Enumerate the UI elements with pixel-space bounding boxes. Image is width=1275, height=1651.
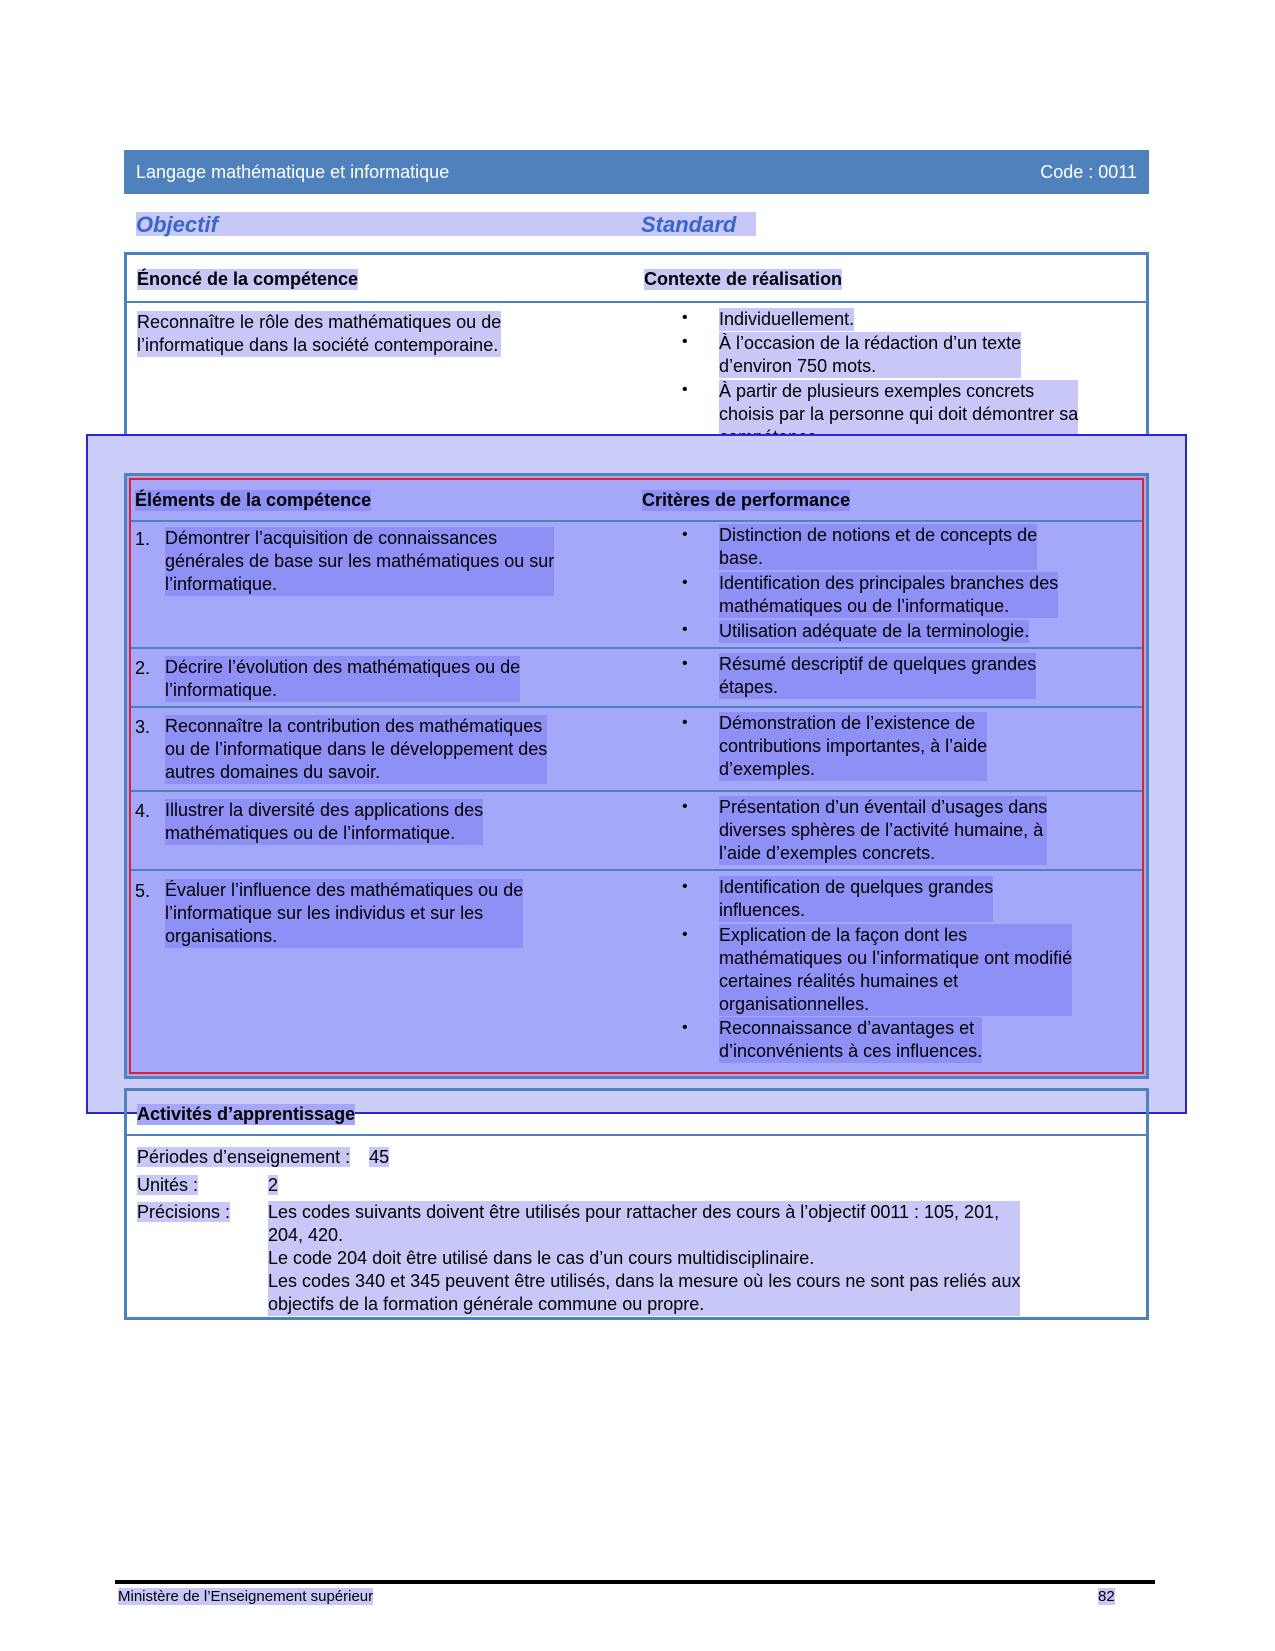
- element-number: 5.: [135, 881, 151, 901]
- bullet: •: [682, 655, 688, 672]
- objectif-standard-row: [136, 212, 756, 236]
- element-line: Reconnaître la contribution des mathématiques: [165, 715, 547, 738]
- periodes-value: 45: [369, 1147, 390, 1167]
- element-number: 2.: [135, 658, 151, 678]
- critere-item: [719, 653, 1036, 699]
- critere-line: certaines réalités humaines et: [719, 970, 1072, 993]
- critere-line: l’aide d’exemples concrets.: [719, 842, 1047, 865]
- periodes-row: [137, 1146, 389, 1169]
- element-line: Évaluer l’influence des mathématiques ou de: [165, 880, 524, 900]
- contexte-item: [719, 308, 854, 331]
- contexte-line: À partir de plusieurs exemples concrets: [719, 380, 1078, 403]
- footer-ministry: Ministère de l’Enseignement supérieur: [118, 1588, 374, 1605]
- critere-line: contributions importantes, à l’aide: [719, 736, 988, 756]
- bullet: •: [682, 526, 688, 543]
- periodes-label: Périodes d’enseignement :: [137, 1147, 351, 1167]
- unites-label: Unités :: [137, 1175, 199, 1195]
- unites-value-wrap: [268, 1174, 278, 1197]
- activites-box-header: [127, 1091, 1146, 1136]
- precisions-text: [268, 1201, 1020, 1316]
- critere-line: Résumé descriptif de quelques grandes: [719, 654, 1037, 674]
- standard-label: Standard: [641, 212, 737, 237]
- precisions-line: objectifs de la formation générale commune ou propre.: [268, 1293, 1020, 1316]
- critere-item: [719, 620, 1029, 643]
- element-line: mathématiques ou de l’informatique.: [165, 822, 483, 845]
- critere-line: mathématiques ou l’informatique ont modifié: [719, 948, 1073, 968]
- competence-box: [124, 252, 1149, 454]
- contexte-line: d’environ 750 mots.: [719, 355, 1021, 378]
- critere-line: Distinction de notions et de concepts de: [719, 525, 1038, 545]
- header-bar: [124, 150, 1149, 194]
- element-line: Démontrer l’acquisition de connaissances: [165, 527, 554, 550]
- critere-line: mathématiques ou de l’informatique.: [719, 595, 1058, 618]
- bullet: •: [682, 714, 688, 731]
- contexte-line: À l’occasion de la rédaction d’un texte: [719, 333, 1022, 353]
- bullet: •: [682, 621, 688, 638]
- critere-item: [719, 712, 987, 781]
- activites-heading: Activités d’apprentissage: [137, 1104, 356, 1124]
- bullet: •: [682, 574, 688, 591]
- objective-code: Code : 0011: [1040, 162, 1137, 182]
- elements-box: [124, 473, 1149, 1079]
- document-title: Langage mathématique et informatique: [136, 162, 450, 182]
- critere-line: organisationnelles.: [719, 993, 1072, 1016]
- precisions-label-wrap: [137, 1201, 230, 1224]
- row-divider: [131, 790, 1142, 792]
- activites-box: [124, 1088, 1149, 1320]
- bullet: •: [682, 798, 688, 815]
- critere-item: [719, 1017, 982, 1063]
- row-divider: [131, 520, 1142, 522]
- competence-box-header: [127, 255, 1146, 303]
- footer-rule: [115, 1580, 1155, 1584]
- precisions-line: Le code 204 doit être utilisé dans le cas d’un cours multidisciplinaire.: [268, 1247, 1020, 1270]
- critere-line: base.: [719, 547, 1037, 570]
- element-line: Illustrer la diversité des applications des: [165, 800, 484, 820]
- element-number: 4.: [135, 801, 151, 821]
- element-text: [165, 527, 554, 596]
- contexte-line: choisis par la personne qui doit démontrer sa: [719, 404, 1079, 424]
- enonce-line: l’informatique dans la société contemporaine.: [137, 334, 501, 357]
- element-line: Décrire l’évolution des mathématiques ou de: [165, 657, 521, 677]
- element-line: générales de base sur les mathématiques ou sur: [165, 551, 555, 571]
- critere-line: Explication de la façon dont les: [719, 924, 1072, 947]
- row-divider: [131, 706, 1142, 708]
- enonce-line: Reconnaître le rôle des mathématiques ou de: [137, 312, 502, 332]
- critere-line: Démonstration de l’existence de: [719, 712, 987, 735]
- row-divider: [131, 647, 1142, 649]
- bullet: •: [682, 309, 688, 326]
- critere-line: d’exemples.: [719, 758, 987, 781]
- element-number: 1.: [135, 529, 151, 549]
- criteres-heading: Critères de performance: [642, 490, 851, 510]
- unites-row: [137, 1174, 198, 1197]
- bullet: •: [682, 1019, 688, 1036]
- element-line: l’informatique sur les individus et sur les: [165, 902, 523, 925]
- critere-line: diverses sphères de l’activité humaine, à: [719, 819, 1047, 842]
- element-number: 3.: [135, 717, 151, 737]
- element-line: l’informatique.: [165, 679, 520, 702]
- precisions-line: Les codes 340 et 345 peuvent être utilisés, dans la mesure où les cours ne sont pas reliés aux: [268, 1271, 1021, 1291]
- element-line: organisations.: [165, 925, 523, 948]
- enonce-text: [137, 311, 501, 357]
- critere-item: [719, 572, 1058, 618]
- objectif-label: Objectif: [136, 212, 218, 237]
- element-text: [165, 656, 520, 702]
- critere-line: influences.: [719, 899, 993, 922]
- critere-line: étapes.: [719, 676, 1036, 699]
- critere-item: [719, 524, 1037, 570]
- critere-line: Utilisation adéquate de la terminologie.: [719, 621, 1030, 641]
- element-text: [165, 715, 547, 784]
- elements-box-inner: [129, 478, 1144, 1074]
- precisions-line: 204, 420.: [268, 1224, 1020, 1247]
- element-text: [165, 879, 523, 948]
- critere-item: [719, 796, 1047, 865]
- row-divider: [131, 869, 1142, 871]
- element-line: autres domaines du savoir.: [165, 761, 547, 784]
- bullet: •: [682, 926, 688, 943]
- critere-item: [719, 876, 993, 922]
- bullet: •: [682, 333, 688, 350]
- precisions-line: Les codes suivants doivent être utilisés pour rattacher des cours à l’objectif 0011 : 105, 201,: [268, 1201, 1020, 1224]
- element-line: ou de l’informatique dans le développement des: [165, 739, 548, 759]
- bullet: •: [682, 878, 688, 895]
- critere-line: Reconnaissance d’avantages et: [719, 1017, 982, 1040]
- contexte-line: Individuellement.: [719, 309, 855, 329]
- unites-value: 2: [268, 1175, 279, 1195]
- precisions-label: Précisions :: [137, 1202, 231, 1222]
- critere-line: Présentation d’un éventail d’usages dans: [719, 797, 1048, 817]
- enonce-heading: Énoncé de la compétence: [137, 269, 359, 289]
- element-line: l’informatique.: [165, 573, 554, 596]
- bullet: •: [682, 381, 688, 398]
- contexte-heading: Contexte de réalisation: [644, 269, 843, 289]
- elements-heading: Éléments de la compétence: [135, 490, 372, 510]
- element-text: [165, 799, 483, 845]
- critere-line: Identification des principales branches des: [719, 573, 1059, 593]
- page-number: 82: [1098, 1588, 1115, 1605]
- contexte-item: [719, 332, 1021, 378]
- critere-line: d’inconvénients à ces influences.: [719, 1041, 983, 1061]
- critere-line: Identification de quelques grandes: [719, 877, 994, 897]
- critere-item: [719, 924, 1072, 1016]
